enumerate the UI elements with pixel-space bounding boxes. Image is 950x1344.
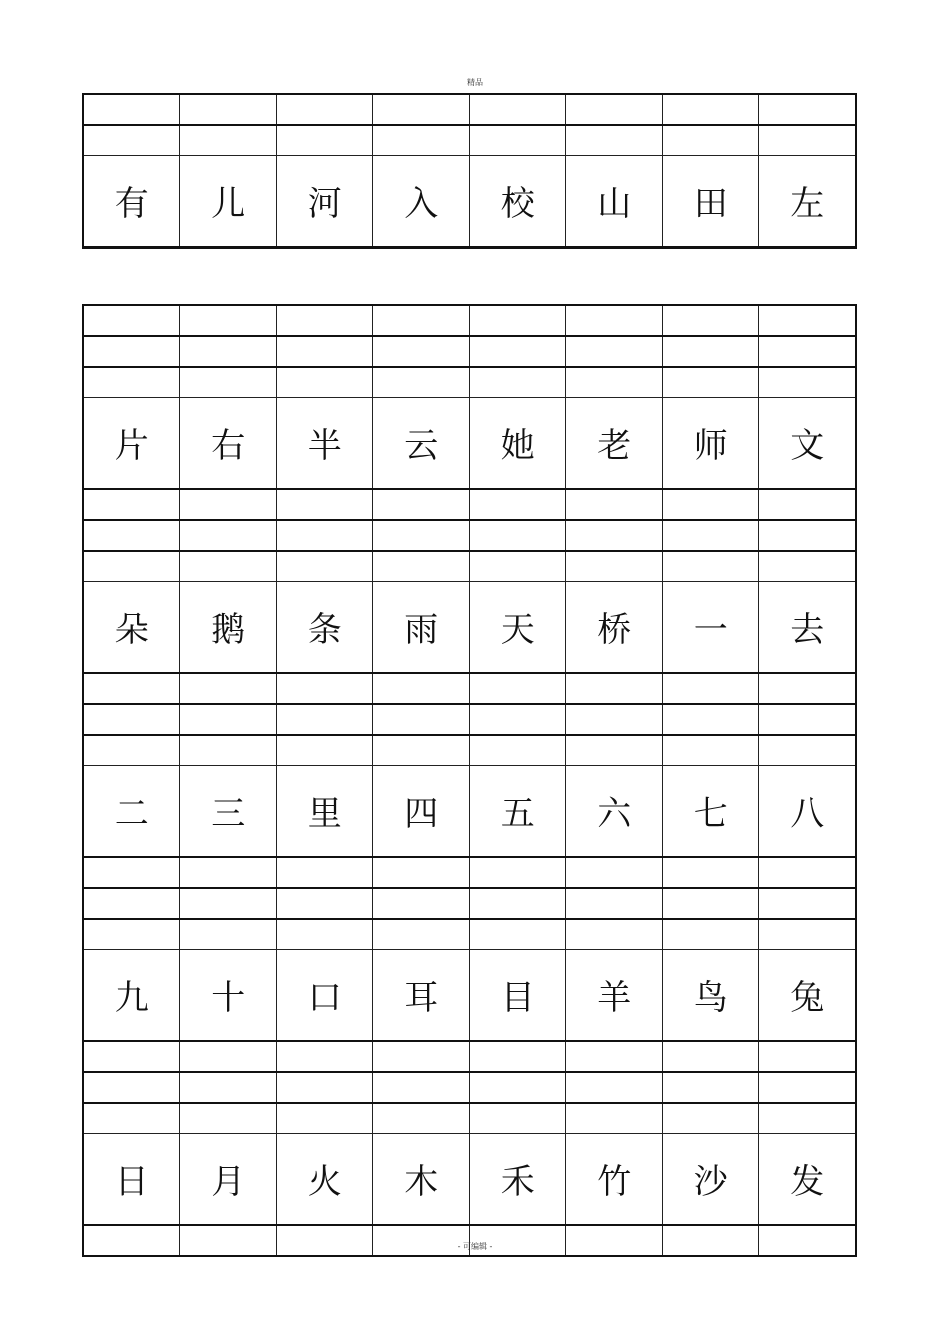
pinyin-writing-cell [662,1103,759,1134]
character-cell: 发 [759,1134,856,1226]
character-cell: 桥 [566,582,663,674]
pinyin-writing-cell [276,94,373,125]
pinyin-writing-cell [759,94,856,125]
pinyin-writing-row [83,336,856,367]
character-cell: 竹 [566,1134,663,1226]
character-cell: 山 [566,156,663,248]
character-cell: 半 [276,398,373,490]
pinyin-writing-cell [469,919,566,950]
character-row [83,156,856,248]
pinyin-writing-cell [83,704,180,735]
character-cell: 里 [276,766,373,858]
pinyin-writing-cell [373,520,470,551]
pinyin-writing-cell [566,551,663,582]
pinyin-writing-cell [83,520,180,551]
character-cell: 六 [566,766,663,858]
character-cell: 鹅 [180,582,277,674]
pinyin-writing-row [83,551,856,582]
character-row [83,766,856,858]
pinyin-writing-cell [469,1103,566,1134]
pinyin-writing-cell [83,1103,180,1134]
pinyin-writing-cell [662,735,759,766]
pinyin-writing-row [83,857,856,888]
character-cell: 五 [469,766,566,858]
pinyin-writing-cell [566,1072,663,1103]
pinyin-writing-cell [469,520,566,551]
pinyin-writing-row [83,94,856,125]
character-cell: 右 [180,398,277,490]
pinyin-writing-cell [373,1103,470,1134]
pinyin-writing-cell [276,919,373,950]
pinyin-writing-cell [373,919,470,950]
pinyin-writing-cell [83,489,180,520]
pinyin-writing-cell [83,125,180,156]
pinyin-writing-cell [373,1072,470,1103]
pinyin-writing-cell [566,857,663,888]
pinyin-writing-cell [276,489,373,520]
pinyin-writing-cell [180,1103,277,1134]
pinyin-writing-cell [759,1072,856,1103]
character-cell: 片 [83,398,180,490]
pinyin-writing-cell [83,673,180,704]
pinyin-writing-cell [469,125,566,156]
pinyin-writing-cell [566,1103,663,1134]
pinyin-writing-cell [180,735,277,766]
character-cell: 羊 [566,950,663,1042]
pinyin-writing-cell [759,520,856,551]
pinyin-writing-cell [759,735,856,766]
character-cell: 雨 [373,582,470,674]
pinyin-writing-cell [373,704,470,735]
pinyin-writing-cell [469,888,566,919]
character-cell: 田 [662,156,759,248]
pinyin-writing-cell [469,305,566,336]
character-cell: 三 [180,766,277,858]
pinyin-writing-cell [566,489,663,520]
character-cell: 鸟 [662,950,759,1042]
pinyin-writing-cell [759,919,856,950]
character-grid-block-1 [82,93,857,249]
pinyin-writing-cell [83,94,180,125]
character-row [83,582,856,674]
pinyin-writing-cell [662,888,759,919]
pinyin-writing-cell [180,94,277,125]
header-watermark: 精品 [467,78,483,87]
pinyin-writing-cell [180,1041,277,1072]
character-cell: 禾 [469,1134,566,1226]
pinyin-writing-cell [83,888,180,919]
character-cell: 四 [373,766,470,858]
footer-watermark: - 可编辑 - [457,1242,493,1251]
pinyin-writing-cell [180,125,277,156]
pinyin-writing-cell [566,673,663,704]
character-cell: 日 [83,1134,180,1226]
pinyin-writing-cell [662,520,759,551]
pinyin-writing-cell [180,888,277,919]
pinyin-writing-cell [469,1072,566,1103]
pinyin-writing-cell [759,857,856,888]
pinyin-writing-cell [276,1041,373,1072]
character-row [83,1134,856,1226]
character-row [83,398,856,490]
character-cell: 云 [373,398,470,490]
pinyin-writing-row [83,1103,856,1134]
pinyin-writing-cell [566,125,663,156]
pinyin-writing-cell [83,367,180,398]
pinyin-writing-cell [662,367,759,398]
pinyin-writing-cell [759,551,856,582]
pinyin-writing-cell [83,1072,180,1103]
pinyin-writing-cell [83,305,180,336]
pinyin-writing-cell [373,673,470,704]
character-cell: 八 [759,766,856,858]
character-cell: 目 [469,950,566,1042]
pinyin-writing-cell [276,888,373,919]
pinyin-writing-row [83,367,856,398]
pinyin-writing-cell [276,336,373,367]
pinyin-writing-cell [180,673,277,704]
character-cell: 左 [759,156,856,248]
pinyin-writing-cell [373,857,470,888]
character-cell: 沙 [662,1134,759,1226]
pinyin-writing-cell [566,919,663,950]
character-cell: 耳 [373,950,470,1042]
pinyin-writing-cell [276,367,373,398]
pinyin-writing-cell [469,94,566,125]
pinyin-writing-cell [373,1041,470,1072]
pinyin-writing-cell [276,857,373,888]
pinyin-writing-cell [566,888,663,919]
character-cell: 儿 [180,156,277,248]
pinyin-writing-cell [276,520,373,551]
pinyin-writing-cell [759,367,856,398]
pinyin-writing-row [83,305,856,336]
character-cell: 七 [662,766,759,858]
pinyin-writing-cell [373,551,470,582]
pinyin-writing-row [83,919,856,950]
pinyin-writing-cell [469,704,566,735]
pinyin-writing-row [83,1041,856,1072]
character-cell: 师 [662,398,759,490]
character-grid-block-2 [82,304,857,1257]
pinyin-writing-row [83,673,856,704]
pinyin-writing-cell [373,367,470,398]
pinyin-writing-cell [469,551,566,582]
pinyin-writing-cell [276,1103,373,1134]
pinyin-writing-cell [180,551,277,582]
pinyin-writing-cell [662,336,759,367]
character-cell: 二 [83,766,180,858]
character-cell: 九 [83,950,180,1042]
character-cell: 去 [759,582,856,674]
pinyin-writing-cell [276,551,373,582]
character-cell: 十 [180,950,277,1042]
pinyin-writing-cell [662,94,759,125]
pinyin-writing-cell [276,1072,373,1103]
pinyin-writing-cell [180,520,277,551]
character-cell: 口 [276,950,373,1042]
pinyin-writing-cell [759,125,856,156]
pinyin-writing-cell [83,551,180,582]
character-cell: 老 [566,398,663,490]
pinyin-writing-cell [180,489,277,520]
pinyin-writing-row [83,735,856,766]
pinyin-writing-cell [83,735,180,766]
pinyin-writing-row [83,1072,856,1103]
character-cell: 河 [276,156,373,248]
pinyin-writing-cell [83,857,180,888]
pinyin-writing-cell [759,305,856,336]
pinyin-writing-cell [180,919,277,950]
pinyin-writing-cell [276,125,373,156]
pinyin-writing-cell [469,489,566,520]
character-cell: 朵 [83,582,180,674]
character-cell: 校 [469,156,566,248]
pinyin-writing-cell [469,673,566,704]
pinyin-writing-row [83,125,856,156]
pinyin-writing-cell [276,704,373,735]
character-row [83,950,856,1042]
pinyin-writing-cell [469,336,566,367]
pinyin-writing-cell [276,305,373,336]
pinyin-writing-row [83,489,856,520]
character-cell: 天 [469,582,566,674]
pinyin-writing-cell [180,857,277,888]
pinyin-writing-row [83,704,856,735]
pinyin-writing-cell [180,367,277,398]
pinyin-writing-cell [373,489,470,520]
pinyin-writing-cell [180,305,277,336]
pinyin-writing-cell [662,704,759,735]
pinyin-writing-cell [662,305,759,336]
pinyin-writing-cell [180,1072,277,1103]
pinyin-writing-cell [566,735,663,766]
pinyin-writing-cell [566,704,663,735]
pinyin-writing-cell [662,125,759,156]
pinyin-writing-cell [662,919,759,950]
pinyin-writing-row [83,520,856,551]
pinyin-writing-cell [566,94,663,125]
character-cell: 她 [469,398,566,490]
pinyin-writing-cell [83,1041,180,1072]
pinyin-writing-cell [662,857,759,888]
pinyin-writing-cell [469,1041,566,1072]
pinyin-writing-cell [566,336,663,367]
pinyin-writing-cell [469,735,566,766]
pinyin-writing-cell [276,735,373,766]
pinyin-writing-cell [759,336,856,367]
pinyin-writing-cell [566,367,663,398]
pinyin-writing-row [83,888,856,919]
character-cell: 有 [83,156,180,248]
pinyin-writing-cell [373,94,470,125]
pinyin-writing-cell [373,125,470,156]
pinyin-writing-cell [662,673,759,704]
character-cell: 文 [759,398,856,490]
pinyin-writing-cell [662,551,759,582]
pinyin-writing-cell [662,1041,759,1072]
pinyin-writing-cell [759,1041,856,1072]
pinyin-writing-cell [566,520,663,551]
pinyin-writing-cell [662,1072,759,1103]
pinyin-writing-cell [373,888,470,919]
pinyin-writing-cell [276,673,373,704]
character-cell: 一 [662,582,759,674]
pinyin-writing-cell [180,336,277,367]
pinyin-writing-cell [469,367,566,398]
pinyin-writing-cell [759,704,856,735]
pinyin-writing-cell [180,704,277,735]
character-cell: 条 [276,582,373,674]
pinyin-writing-cell [83,336,180,367]
pinyin-writing-cell [469,857,566,888]
character-cell: 入 [373,156,470,248]
pinyin-writing-cell [566,305,663,336]
character-cell: 火 [276,1134,373,1226]
character-cell: 木 [373,1134,470,1226]
pinyin-writing-cell [759,888,856,919]
character-cell: 兔 [759,950,856,1042]
pinyin-writing-cell [373,735,470,766]
pinyin-writing-cell [662,489,759,520]
pinyin-writing-cell [83,919,180,950]
pinyin-writing-cell [759,1103,856,1134]
pinyin-writing-cell [759,673,856,704]
character-cell: 月 [180,1134,277,1226]
pinyin-writing-cell [373,305,470,336]
pinyin-writing-cell [759,489,856,520]
pinyin-writing-cell [373,336,470,367]
pinyin-writing-cell [566,1041,663,1072]
